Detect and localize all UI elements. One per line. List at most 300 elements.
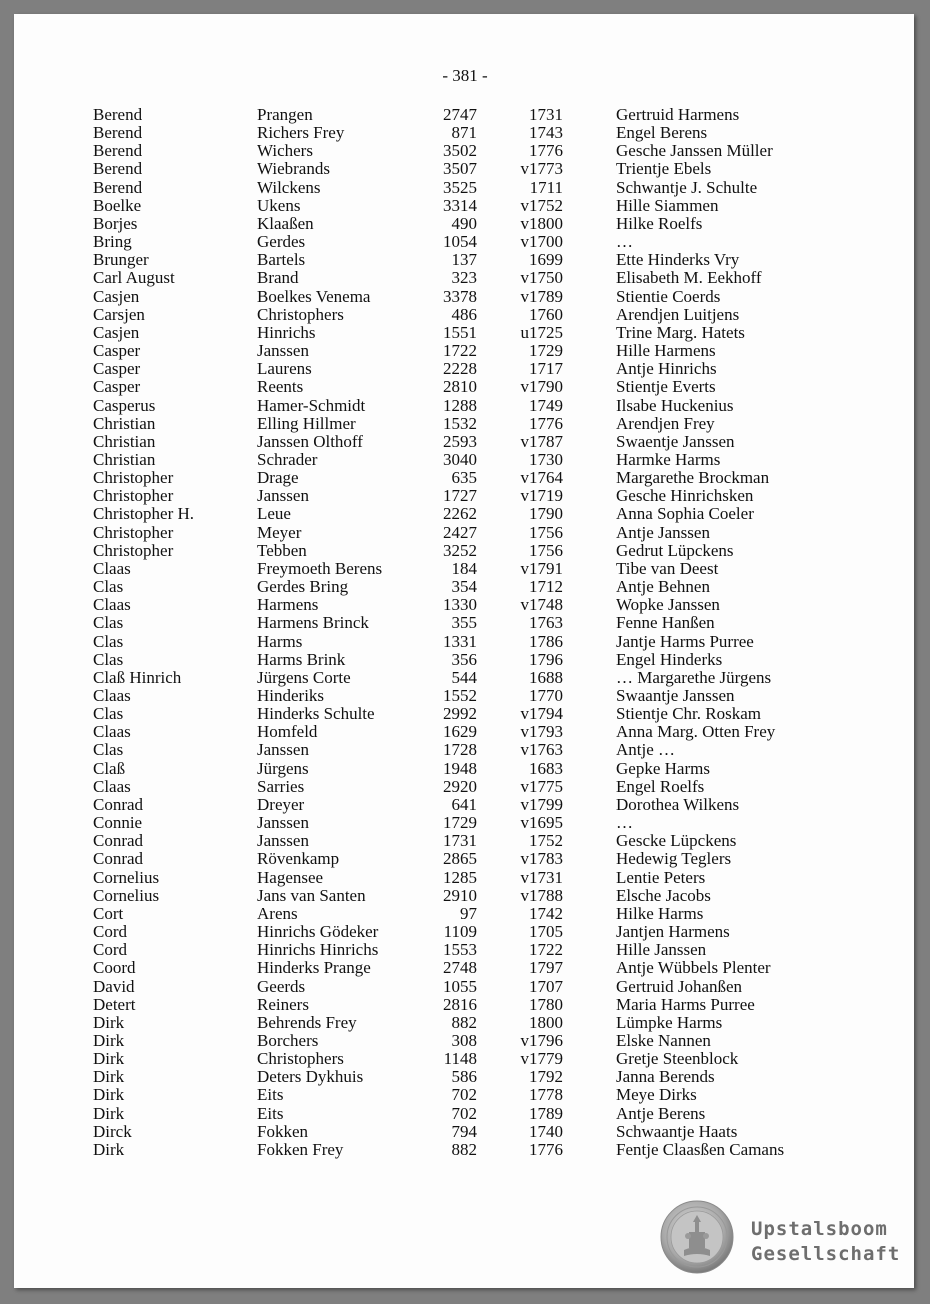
year: v1773 [520, 159, 563, 179]
first-name: Bring [93, 232, 132, 252]
table-row [0, 796, 930, 814]
spouse-name: Jantje Harms Purree [616, 631, 754, 651]
table-row [0, 160, 930, 178]
last-name: Arens [257, 903, 298, 923]
first-name: Borjes [93, 213, 138, 233]
first-name: Cornelius [93, 867, 160, 887]
year: 1731 [529, 105, 563, 124]
table-row [0, 1032, 930, 1050]
table-row [0, 269, 930, 287]
last-name: Christophers [257, 304, 344, 324]
year: 1789 [529, 1103, 563, 1123]
spouse-name: … Margarethe Jürgens [616, 667, 772, 687]
table-row [0, 633, 930, 651]
year: v1794 [520, 704, 563, 724]
spouse-name: Gescke Lüpckens [616, 831, 737, 851]
spouse-name: Schwaantje Haats [616, 1121, 738, 1141]
first-name: Detert [93, 994, 136, 1014]
spouse-name: Arendjen Frey [616, 413, 715, 433]
first-name: Dirk [93, 1030, 125, 1050]
table-row [0, 723, 930, 741]
year: 1756 [529, 540, 563, 560]
spouse-name: Engel Roelfs [616, 776, 705, 796]
year: v1793 [520, 722, 563, 742]
first-name: Claas [93, 686, 131, 705]
year: v1787 [520, 431, 563, 451]
spouse-name: … [616, 232, 633, 252]
record-number: 1285 [443, 867, 477, 887]
table-row [0, 887, 930, 905]
spouse-name: Trientje Ebels [616, 159, 712, 179]
year: 1780 [529, 994, 563, 1014]
first-name: Dirck [93, 1121, 132, 1141]
spouse-name: Arendjen Luitjens [616, 304, 740, 324]
year: 1756 [529, 522, 563, 542]
record-number: 586 [451, 1067, 477, 1087]
year: 1729 [529, 341, 563, 361]
table-row [0, 869, 930, 887]
spouse-name: Hille Harmens [616, 341, 716, 361]
spouse-name: Anna Marg. Otten Frey [616, 722, 776, 742]
year: 1776 [529, 1139, 563, 1159]
spouse-name: Hille Siammen [616, 195, 719, 215]
year: v1788 [520, 885, 563, 905]
first-name: Cornelius [93, 885, 160, 905]
table-row [0, 1123, 930, 1141]
record-number: 2228 [443, 359, 477, 379]
spouse-name: Trine Marg. Hatets [616, 322, 745, 342]
last-name: Borchers [257, 1030, 319, 1050]
spouse-name: Hilke Roelfs [616, 213, 703, 233]
year: v1763 [520, 740, 563, 760]
first-name: Conrad [93, 831, 144, 851]
last-name: Richers Frey [257, 123, 345, 143]
table-row [0, 1086, 930, 1104]
record-number: 3040 [443, 449, 477, 469]
spouse-name: Hille Janssen [616, 940, 707, 960]
year: 1688 [529, 667, 563, 687]
table-row [0, 142, 930, 160]
record-number: 2593 [443, 431, 477, 451]
record-number: 354 [451, 577, 477, 597]
spouse-name: Stientie Coerds [616, 286, 721, 306]
year: v1731 [520, 867, 563, 887]
last-name: Schrader [257, 449, 318, 469]
table-row [0, 251, 930, 269]
first-name: Conrad [93, 794, 144, 814]
spouse-name: Jantjen Harmens [616, 922, 730, 942]
table-row [0, 578, 930, 596]
last-name: Hinderiks [257, 686, 325, 705]
table-row [0, 923, 930, 941]
table-row [0, 614, 930, 632]
last-name: Jürgens Corte [257, 667, 351, 687]
first-name: Connie [93, 813, 143, 833]
last-name: Homfeld [257, 722, 318, 742]
first-name: Claas [93, 722, 131, 742]
last-name: Ukens [257, 195, 301, 215]
first-name: Clas [93, 631, 124, 651]
society-seal-logo [660, 1200, 734, 1274]
spouse-name: Gesche Hinrichsken [616, 486, 754, 506]
first-name: Cort [93, 903, 124, 923]
record-number: 2262 [443, 504, 477, 524]
last-name: Janssen [257, 486, 309, 506]
first-name: Dirk [93, 1067, 125, 1087]
first-name: Casper [93, 359, 141, 379]
year: 1770 [529, 686, 563, 705]
year: 1778 [529, 1085, 563, 1105]
record-number: 1054 [443, 232, 477, 252]
record-number: 323 [451, 268, 477, 288]
spouse-name: Antje Wübbels Plenter [616, 958, 771, 978]
first-name: Carl August [93, 268, 175, 288]
spouse-name: Ette Hinderks Vry [616, 250, 740, 270]
year: 1717 [529, 359, 563, 379]
last-name: Harms [257, 631, 303, 651]
year: 1776 [529, 413, 563, 433]
first-name: Berend [93, 177, 143, 197]
record-number: 137 [451, 250, 477, 270]
table-row [0, 832, 930, 850]
first-name: Dirk [93, 1012, 125, 1032]
society-brand [751, 1217, 900, 1267]
year: v1752 [520, 195, 563, 215]
year: 1763 [529, 613, 563, 633]
brand-line-2: Gesellschaft [751, 1243, 901, 1265]
table-row [0, 505, 930, 523]
table-row [0, 996, 930, 1014]
spouse-name: Swaentje Janssen [616, 431, 735, 451]
table-row [0, 124, 930, 142]
year: v1799 [520, 794, 563, 814]
record-number: 1629 [443, 722, 477, 742]
last-name: Rövenkamp [257, 849, 340, 869]
first-name: Claas [93, 558, 131, 578]
last-name: Eits [257, 1103, 284, 1123]
table-row [0, 233, 930, 251]
spouse-name: Antje Berens [616, 1103, 706, 1123]
last-name: Drage [257, 468, 299, 488]
first-name: Boelke [93, 195, 142, 215]
spouse-name: Engel Berens [616, 123, 708, 143]
spouse-name: Gertruid Harmens [616, 105, 740, 124]
last-name: Tebben [257, 540, 307, 560]
table-row [0, 959, 930, 977]
first-name: Christopher [93, 468, 174, 488]
year: v1779 [520, 1049, 563, 1069]
last-name: Leue [257, 504, 291, 524]
spouse-name: Margarethe Brockman [616, 468, 770, 488]
last-name: Janssen [257, 740, 309, 760]
table-row [0, 941, 930, 959]
first-name: Cord [93, 940, 127, 960]
table-row [0, 1105, 930, 1123]
year: 1786 [529, 631, 563, 651]
year: 1707 [529, 976, 563, 996]
last-name: Harmens Brinck [257, 613, 369, 633]
table-row [0, 215, 930, 233]
record-number: 97 [460, 903, 477, 923]
first-name: Casper [93, 341, 141, 361]
record-number: 2865 [443, 849, 477, 869]
last-name: Behrends Frey [257, 1012, 357, 1032]
year: 1711 [529, 177, 563, 197]
year: 1743 [529, 123, 563, 143]
last-name: Hinderks Prange [257, 958, 371, 978]
record-number: 794 [451, 1121, 477, 1141]
last-name: Harms Brink [257, 649, 346, 669]
table-row [0, 415, 930, 433]
table-row [0, 106, 930, 124]
spouse-name: Antje … [616, 740, 676, 760]
record-number: 3378 [443, 286, 477, 306]
last-name: Janssen [257, 341, 309, 361]
record-number: 1288 [443, 395, 477, 415]
record-number: 702 [451, 1103, 477, 1123]
year: 1742 [529, 903, 563, 923]
year: 1749 [529, 395, 563, 415]
first-name: Casperus [93, 395, 156, 415]
first-name: Christopher H. [93, 504, 195, 524]
last-name: Hinrichs Hinrichs [257, 940, 379, 960]
first-name: Christian [93, 449, 156, 469]
record-number: 184 [451, 558, 477, 578]
spouse-name: Antje Janssen [616, 522, 710, 542]
table-row [0, 687, 930, 705]
spouse-name: Lümpke Harms [616, 1012, 723, 1032]
records-table [0, 106, 930, 1159]
first-name: Clas [93, 613, 124, 633]
table-row [0, 669, 930, 687]
record-number: 3502 [443, 141, 477, 161]
page-number: - 381 - [442, 66, 488, 85]
record-number: 882 [451, 1139, 477, 1159]
year: v1764 [520, 468, 563, 488]
spouse-name: Stientje Chr. Roskam [616, 704, 761, 724]
last-name: Gerdes [257, 232, 306, 252]
first-name: Berend [93, 105, 143, 124]
last-name: Hinderks Schulte [257, 704, 375, 724]
first-name: Clas [93, 577, 124, 597]
last-name: Geerds [257, 976, 306, 996]
year: v1700 [520, 232, 563, 252]
last-name: Janssen [257, 831, 309, 851]
record-number: 1727 [443, 486, 477, 506]
first-name: Christopher [93, 540, 174, 560]
table-row [0, 978, 930, 996]
table-row [0, 451, 930, 469]
spouse-name: Antje Behnen [616, 577, 710, 597]
record-number: 1532 [443, 413, 477, 433]
spouse-name: Hilke Harms [616, 903, 704, 923]
record-number: 1728 [443, 740, 477, 760]
first-name: Coord [93, 958, 136, 978]
spouse-name: Swaantje Janssen [616, 686, 735, 705]
spouse-name: Fentje Claasßen Camans [616, 1139, 785, 1159]
first-name: Casjen [93, 286, 140, 306]
year: v1796 [520, 1030, 563, 1050]
year: v1783 [520, 849, 563, 869]
spouse-name: Schwantje J. Schulte [616, 177, 758, 197]
last-name: Hinrichs [257, 322, 316, 342]
first-name: Conrad [93, 849, 144, 869]
spouse-name: Engel Hinderks [616, 649, 723, 669]
record-number: 1729 [443, 813, 477, 833]
table-row [0, 778, 930, 796]
record-number: 2810 [443, 377, 477, 397]
year: 1760 [529, 304, 563, 324]
year: v1750 [520, 268, 563, 288]
spouse-name: Gertruid Johanßen [616, 976, 743, 996]
spouse-name: Gepke Harms [616, 758, 710, 778]
record-number: 3525 [443, 177, 477, 197]
record-number: 702 [451, 1085, 477, 1105]
last-name: Wilckens [257, 177, 321, 197]
table-row [0, 651, 930, 669]
year: 1722 [529, 940, 563, 960]
table-row [0, 905, 930, 923]
last-name: Freymoeth Berens [257, 558, 383, 578]
first-name: Claas [93, 595, 131, 615]
last-name: Laurens [257, 359, 312, 379]
year: 1712 [529, 577, 563, 597]
table-row [0, 1050, 930, 1068]
brand-line-1: Upstalsboom [751, 1218, 888, 1240]
table-row [0, 596, 930, 614]
spouse-name: Gesche Janssen Müller [616, 141, 773, 161]
record-number: 635 [451, 468, 477, 488]
record-number: 882 [451, 1012, 477, 1032]
year: 1800 [529, 1012, 563, 1032]
spouse-name: Elske Nannen [616, 1030, 711, 1050]
last-name: Klaaßen [257, 213, 314, 233]
spouse-name: Stientje Everts [616, 377, 716, 397]
year: v1789 [520, 286, 563, 306]
record-number: 1331 [443, 631, 477, 651]
record-number: 355 [451, 613, 477, 633]
first-name: Christopher [93, 522, 174, 542]
year: 1797 [529, 958, 563, 978]
year: 1796 [529, 649, 563, 669]
year: v1719 [520, 486, 563, 506]
year: v1791 [520, 558, 563, 578]
first-name: Christian [93, 431, 156, 451]
spouse-name: Janna Berends [616, 1067, 715, 1087]
first-name: Clas [93, 704, 124, 724]
record-number: 871 [451, 123, 477, 143]
spouse-name: Harmke Harms [616, 449, 721, 469]
table-row [0, 1014, 930, 1032]
record-number: 3507 [443, 159, 477, 179]
table-row [0, 469, 930, 487]
spouse-name: Gretje Steenblock [616, 1049, 739, 1069]
record-number: 1948 [443, 758, 477, 778]
last-name: Deters Dykhuis [257, 1067, 364, 1087]
last-name: Meyer [257, 522, 302, 542]
last-name: Reiners [257, 994, 309, 1014]
record-number: 544 [451, 667, 477, 687]
record-number: 486 [451, 304, 477, 324]
year: 1790 [529, 504, 563, 524]
last-name: Bartels [257, 250, 306, 270]
table-row [0, 378, 930, 396]
first-name: Christopher [93, 486, 174, 506]
last-name: Hagensee [257, 867, 324, 887]
last-name: Harmens [257, 595, 319, 615]
last-name: Hamer-Schmidt [257, 395, 366, 415]
record-number: 3252 [443, 540, 477, 560]
year: v1695 [520, 813, 563, 833]
year: v1790 [520, 377, 563, 397]
year: 1776 [529, 141, 563, 161]
record-number: 2747 [443, 105, 477, 124]
record-number: 356 [451, 649, 477, 669]
first-name: Dirk [93, 1049, 125, 1069]
first-name: Dirk [93, 1139, 125, 1159]
record-number: 308 [451, 1030, 477, 1050]
record-number: 490 [451, 213, 477, 233]
last-name: Fokken Frey [257, 1139, 344, 1159]
table-row [0, 560, 930, 578]
spouse-name: … [616, 813, 633, 833]
year: u1725 [520, 322, 563, 342]
year: 1730 [529, 449, 563, 469]
last-name: Prangen [257, 105, 313, 124]
table-row [0, 814, 930, 832]
spouse-name: Ilsabe Huckenius [616, 395, 734, 415]
last-name: Janssen [257, 813, 309, 833]
record-number: 1722 [443, 341, 477, 361]
table-row [0, 741, 930, 759]
first-name: Casjen [93, 322, 140, 342]
table-row [0, 397, 930, 415]
spouse-name: Elsche Jacobs [616, 885, 711, 905]
record-number: 2992 [443, 704, 477, 724]
first-name: Brunger [93, 250, 149, 270]
record-number: 2816 [443, 994, 477, 1014]
first-name: Casper [93, 377, 141, 397]
record-number: 1330 [443, 595, 477, 615]
first-name: Clas [93, 649, 124, 669]
table-row [0, 197, 930, 215]
last-name: Hinrichs Gödeker [257, 922, 379, 942]
spouse-name: Maria Harms Purree [616, 994, 755, 1014]
table-row [0, 306, 930, 324]
spouse-name: Wopke Janssen [616, 595, 720, 615]
table-row [0, 288, 930, 306]
record-number: 1552 [443, 686, 477, 705]
spouse-name: Meye Dirks [616, 1085, 697, 1105]
record-number: 1731 [443, 831, 477, 851]
table-row [0, 179, 930, 197]
table-row [0, 360, 930, 378]
spouse-name: Tibe van Deest [616, 558, 719, 578]
record-number: 1055 [443, 976, 477, 996]
last-name: Brand [257, 268, 299, 288]
record-number: 3314 [443, 195, 477, 215]
first-name: Christian [93, 413, 156, 433]
last-name: Sarries [257, 776, 305, 796]
year: 1699 [529, 250, 563, 270]
spouse-name: Hedewig Teglers [616, 849, 732, 869]
last-name: Wichers [257, 141, 313, 161]
table-row [0, 850, 930, 868]
table-row [0, 524, 930, 542]
record-number: 641 [451, 794, 477, 814]
table-row [0, 760, 930, 778]
first-name: Clas [93, 740, 124, 760]
